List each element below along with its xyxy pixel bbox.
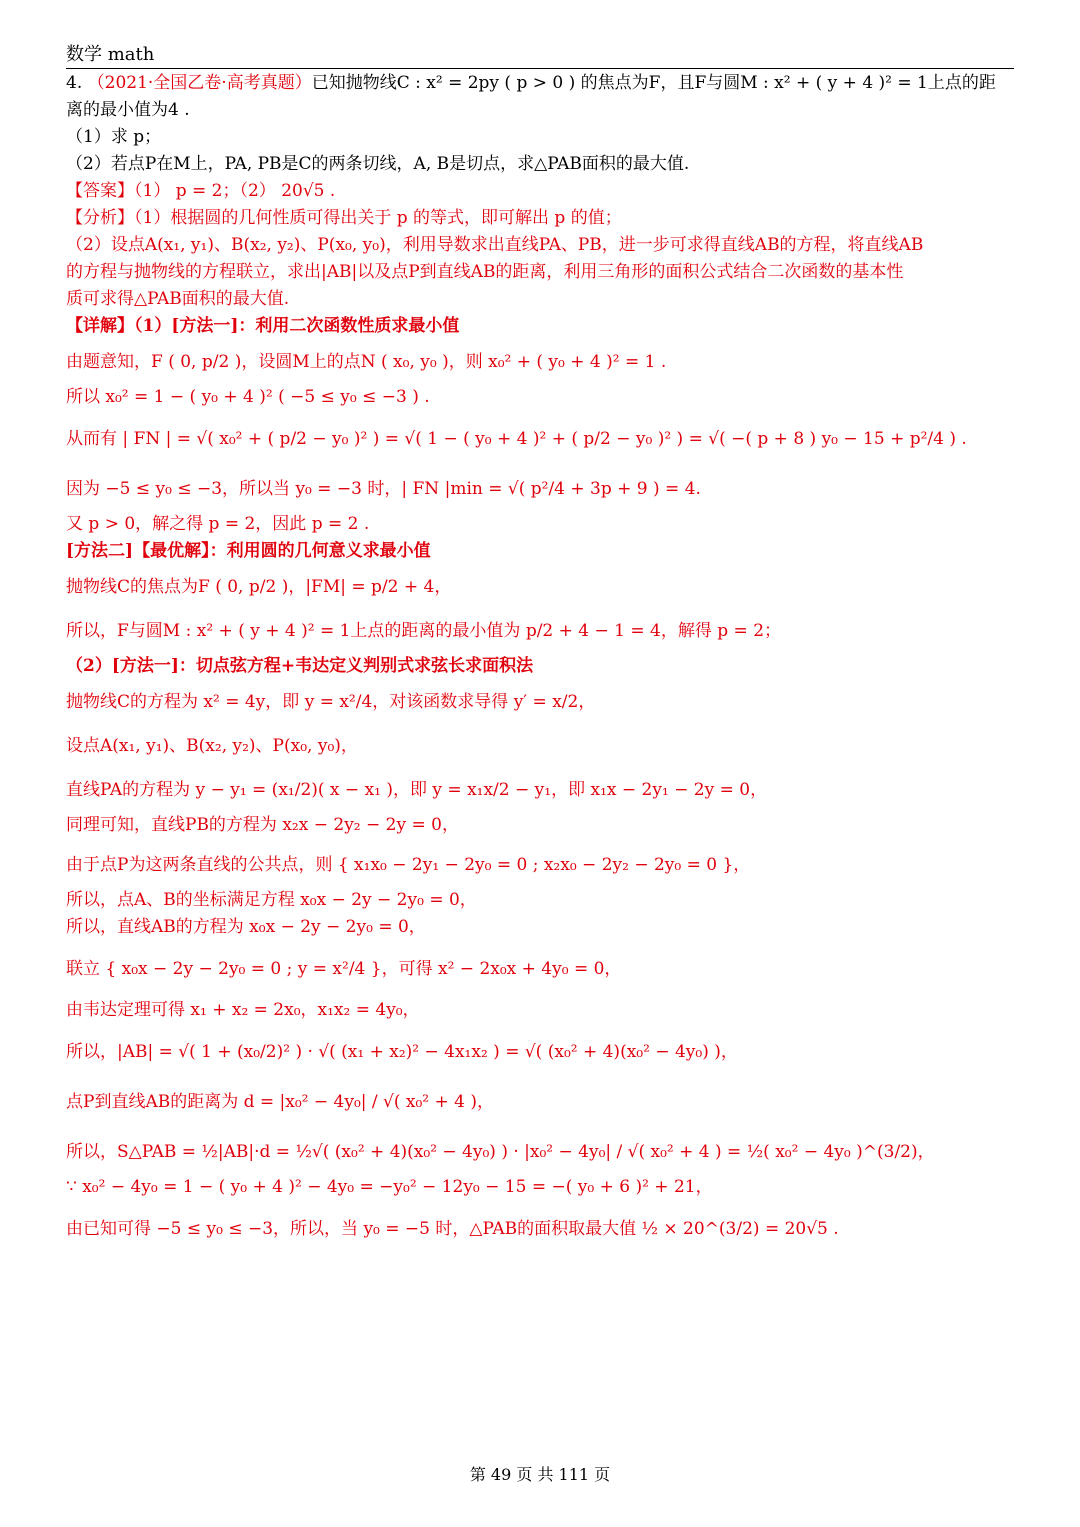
question-number: 4. <box>66 73 83 93</box>
part1-method2-title: [方法二]【最优解】：利用圆的几何意义求最小值 <box>66 541 431 561</box>
analysis-line-2: （2）设点A(x₁, y₁)、B(x₂, y₂)、P(x₀, y₀)，利用导数求出直线PA、PB，进一步可求得直线AB的方程，将直线AB <box>66 235 924 255</box>
part2-line-13: ∵ x₀² − 4y₀ = 1 − ( y₀ + 4 )² − 4y₀ = −y₀² − 12y₀ − 15 = −( y₀ + 6 )² + 21， <box>66 1177 713 1197</box>
method1-line-4: 因为 −5 ≤ y₀ ≤ −3，所以当 y₀ = −3 时，| FN |min = √( p²/4 + 3p + 9 ) = 4. <box>66 479 701 499</box>
method2-line-2: 所以，F与圆M : x² + ( y + 4 )² = 1上点的距离的最小值为 p/2 + 4 − 1 = 4，解得 p = 2； <box>66 621 782 641</box>
answer-label: 【答案】 <box>66 181 134 201</box>
part2-line-6: 所以，点A、B的坐标满足方程 x₀x − 2y − 2y₀ = 0， <box>66 890 477 910</box>
question-part-1: （1）求 p； <box>66 127 162 147</box>
question-stem-1: 已知抛物线C : x² = 2py ( p > 0 ) 的焦点为F，且F与圆M : x² + ( y + 4 )² = 1上点的距 <box>311 73 996 93</box>
part2-line-1: 抛物线C的方程为 x² = 4y，即 y = x²/4，对该函数求导得 y′ = x/2， <box>66 692 596 712</box>
method1-line-5: 又 p > 0，解之得 p = 2，因此 p = 2 . <box>66 514 370 534</box>
subject-label: 数学 math <box>66 44 155 65</box>
part2-line-8: 联立 { x₀x − 2y − 2y₀ = 0 ; y = x²/4 }，可得 x² − 2x₀x + 4y₀ = 0， <box>66 959 622 979</box>
analysis-line-1 <box>66 205 1016 232</box>
question-stem-2: 离的最小值为4 . <box>66 100 190 120</box>
part2-line-5: 由于点P为这两条直线的公共点，则 { x₁x₀ − 2y₁ − 2y₀ = 0 ; x₂x₀ − 2y₂ − 2y₀ = 0 }， <box>66 855 751 875</box>
part2-method1-title: （2）[方法一]：切点弦方程+韦达定义判别式求弦长求面积法 <box>66 656 534 676</box>
part2-line-9: 由韦达定理可得 x₁ + x₂ = 2x₀，x₁x₂ = 4y₀， <box>66 1000 420 1020</box>
method1-line-3: 从而有 | FN | = √( x₀² + ( p/2 − y₀ )² ) = √( 1 − ( y₀ + 4 )² + ( p/2 − y₀ )² ) = √( −( p + 8 ) y₀ − 15 + p²/4 ) . <box>66 429 967 449</box>
document-body <box>66 70 1016 1251</box>
question-part-2: （2）若点P在M上，PA, PB是C的两条切线，A, B是切点，求△PAB面积的最大值. <box>66 154 690 174</box>
analysis-label: 【分析】 <box>66 208 134 228</box>
part2-line-14: 由已知可得 −5 ≤ y₀ ≤ −3，所以，当 y₀ = −5 时，△PAB的面积取最大值 ½ × 20^(3/2) = 20√5 . <box>66 1219 839 1239</box>
part2-line-2: 设点A(x₁, y₁)、B(x₂, y₂)、P(x₀, y₀)， <box>66 736 358 756</box>
part2-line-7: 所以，直线AB的方程为 x₀x − 2y − 2y₀ = 0， <box>66 917 426 937</box>
detail-heading <box>66 313 1016 340</box>
page-number: 第 49 页 共 111 页 <box>469 1465 611 1484</box>
analysis-text-1: （1）根据圆的几何性质可得出关于 p 的等式，即可解出 p 的值； <box>134 208 622 228</box>
page-footer <box>0 1462 1080 1485</box>
detail-label: 【详解】 <box>66 316 134 336</box>
method1-line-2: 所以 x₀² = 1 − ( y₀ + 4 )² ( −5 ≤ y₀ ≤ −3 ) . <box>66 387 430 407</box>
part2-line-10: 所以，|AB| = √( 1 + (x₀/2)² ) · √( (x₁ + x₂)² − 4x₁x₂ ) = √( (x₀² + 4)(x₀² − 4y₀) )， <box>66 1042 738 1062</box>
method2-line-1: 抛物线C的焦点为F ( 0, p/2 )，|FM| = p/2 + 4， <box>66 577 452 597</box>
answer-text: （1） p = 2；（2） 20√5 . <box>134 181 336 201</box>
part1-method1-title: （1）[方法一]：利用二次函数性质求最小值 <box>134 316 460 336</box>
part2-line-12: 所以，S△PAB = ½|AB|·d = ½√( (x₀² + 4)(x₀² − 4y₀) ) · |x₀² − 4y₀| / √( x₀² + 4 ) = ½( x₀² − 4y₀ )^(3/2)， <box>66 1142 935 1162</box>
answer-line <box>66 178 1016 205</box>
part2-line-3: 直线PA的方程为 y − y₁ = (x₁/2)( x − x₁ )，即 y = x₁x/2 − y₁，即 x₁x − 2y₁ − 2y = 0， <box>66 780 768 800</box>
analysis-line-4: 质可求得△PAB面积的最大值. <box>66 289 290 309</box>
question-source: （2021·全国乙卷·高考真题） <box>87 73 312 93</box>
method1-line-1: 由题意知，F ( 0, p/2 )，设圆M上的点N ( x₀, y₀ )，则 x₀² + ( y₀ + 4 )² = 1 . <box>66 352 667 372</box>
analysis-line-3: 的方程与抛物线的方程联立，求出|AB|以及点P到直线AB的距离，利用三角形的面积公式结合二次函数的基本性 <box>66 262 904 282</box>
part2-line-4: 同理可知，直线PB的方程为 x₂x − 2y₂ − 2y = 0， <box>66 815 459 835</box>
page-header <box>66 40 1014 69</box>
part2-line-11: 点P到直线AB的距离为 d = |x₀² − 4y₀| / √( x₀² + 4 )， <box>66 1092 495 1112</box>
question-line-1 <box>66 70 1016 97</box>
